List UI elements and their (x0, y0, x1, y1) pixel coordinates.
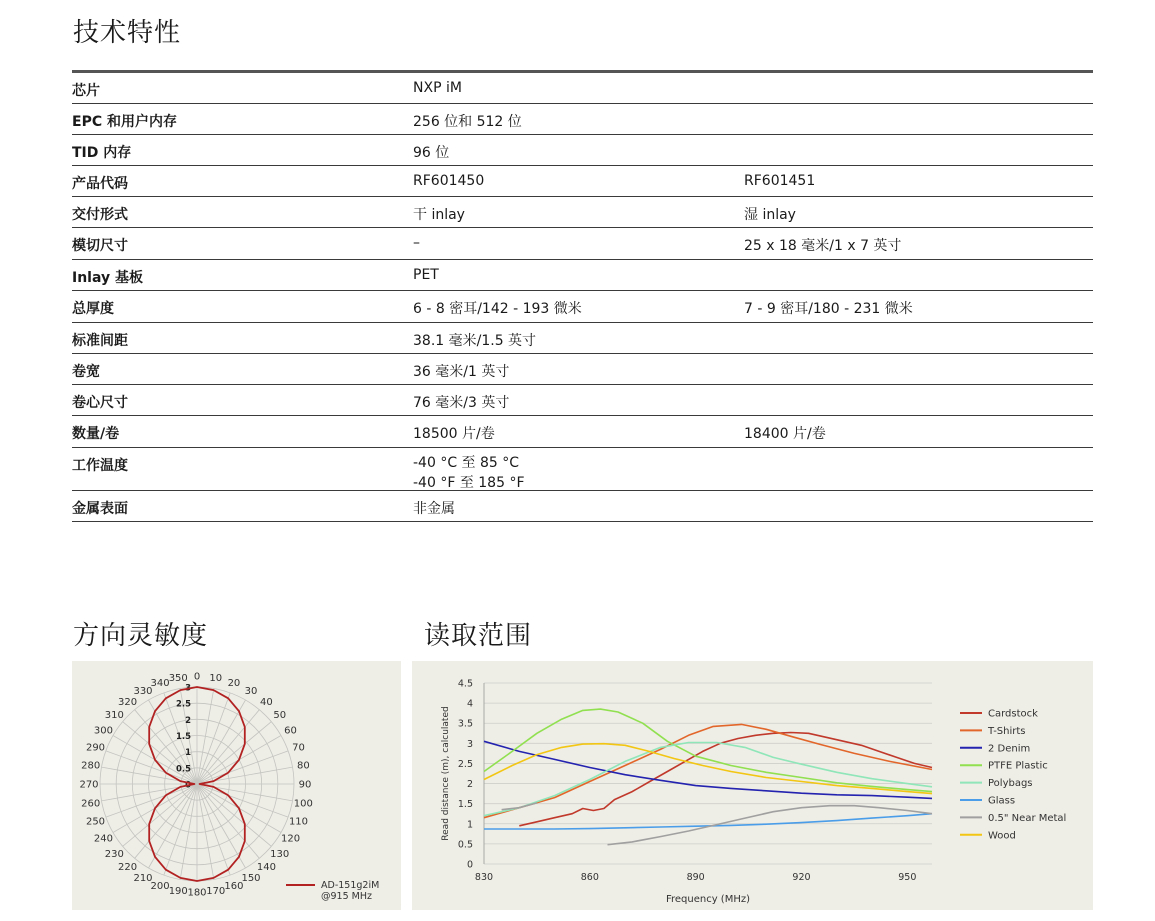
polar-angle-label: 30 (244, 685, 258, 697)
range-x-axis-label: Frequency (MHz) (665, 894, 751, 905)
spec-value: 76 毫米/3 英寸 (413, 395, 510, 411)
spec-row (72, 416, 1093, 448)
spec-value: 非金属 (413, 501, 455, 517)
polar-angle-label: 40 (260, 696, 273, 708)
polar-angle-label: 150 (241, 873, 261, 885)
polar-radial-label: 1 (185, 748, 191, 759)
spec-label: 卷宽 (72, 364, 100, 380)
range-legend-label: Wood (988, 830, 1016, 842)
polar-angle-label: 120 (280, 833, 301, 845)
spec-label: 产品代码 (72, 176, 128, 192)
polar-angle-label: 320 (118, 696, 138, 708)
spec-value: 256 位和 512 位 (413, 114, 522, 130)
spec-row (72, 135, 1093, 166)
spec-value: PET (413, 267, 439, 283)
spec-value: 18500 片/卷 (413, 426, 495, 442)
polar-angle-label: 350 (168, 673, 188, 685)
spec-value-line: -40 °C 至 85 °C (413, 455, 520, 471)
range-x-tick-label: 860 (580, 872, 599, 883)
polar-radial-label: 2 (185, 715, 191, 726)
polar-angle-label: 60 (284, 725, 297, 737)
range-legend-label: 0.5" Near Metal (988, 812, 1067, 824)
polar-legend-label: AD-151g2iM (321, 880, 380, 891)
polar-angle-label: 80 (296, 760, 310, 772)
range-legend-label: 2 Denim (988, 743, 1031, 755)
polar-angle-label: 20 (227, 678, 241, 690)
polar-angle-label: 240 (93, 833, 114, 845)
spec-value-line: -40 °F 至 185 °F (413, 475, 525, 491)
range-x-tick-label: 890 (686, 872, 705, 883)
polar-angle-label: 110 (288, 816, 309, 828)
range-y-axis-label: Read distance (m), calculated (441, 706, 451, 841)
spec-value-alt: RF601451 (744, 173, 816, 189)
spec-row (72, 104, 1093, 135)
range-y-tick-label: 2 (466, 779, 473, 791)
polar-angle-label: 100 (293, 798, 313, 810)
polar-radial-label: 0 (185, 780, 191, 791)
spec-row (72, 323, 1093, 354)
range-y-tick-label: 2.5 (457, 758, 473, 770)
spec-value: 38.1 毫米/1.5 英寸 (413, 333, 537, 349)
spec-label: EPC 和用户内存 (72, 114, 177, 130)
spec-label: TID 内存 (72, 145, 132, 161)
range-y-tick-label: 3 (466, 738, 473, 750)
range-y-tick-label: 0 (466, 859, 473, 871)
spec-table (72, 70, 1093, 522)
range-series-line (608, 806, 933, 845)
polar-angle-label: 280 (81, 760, 101, 772)
polar-angle-label: 90 (298, 779, 312, 791)
polar-angle-label: 250 (85, 816, 106, 828)
spec-value: – (413, 235, 420, 251)
spec-row (72, 260, 1093, 291)
spec-value: NXP iM (413, 80, 462, 96)
polar-angle-label: 50 (273, 710, 287, 722)
spec-row (72, 166, 1093, 197)
spec-value-alt: 7 - 9 密耳/180 - 231 微米 (744, 301, 913, 317)
spec-label: 数量/卷 (72, 426, 120, 442)
range-y-tick-label: 4 (466, 698, 473, 710)
polar-angle-label: 340 (150, 678, 170, 690)
spec-title: 技术特性 (73, 18, 182, 48)
polar-angle-label: 160 (224, 880, 244, 892)
polar-radial-label: 1.5 (175, 732, 191, 742)
range-legend-label: Cardstock (988, 708, 1038, 720)
polar-angle-label: 140 (256, 862, 276, 874)
spec-value: 干 inlay (413, 207, 465, 223)
spec-row (72, 197, 1093, 228)
range-x-tick-label: 950 (898, 872, 917, 883)
polar-angle-label: 180 (187, 887, 207, 899)
polar-chart (72, 661, 401, 910)
range-y-tick-label: 3.5 (457, 718, 473, 730)
spec-value: 6 - 8 密耳/142 - 193 微米 (413, 301, 582, 317)
range-chart-panel (412, 661, 1093, 910)
spec-row (72, 385, 1093, 416)
polar-angle-label: 270 (79, 779, 99, 791)
range-legend-label: PTFE Plastic (988, 760, 1048, 772)
polar-angle-label: 0 (193, 671, 201, 683)
spec-row (72, 354, 1093, 385)
spec-value: 36 毫米/1 英寸 (413, 364, 510, 380)
range-x-tick-label: 830 (474, 872, 494, 883)
polar-angle-label: 330 (133, 685, 153, 697)
polar-angle-label: 290 (85, 742, 106, 754)
spec-value (413, 453, 525, 493)
polar-angle-label: 190 (168, 885, 188, 897)
polar-angle-label: 170 (206, 885, 226, 897)
spec-label: Inlay 基板 (72, 270, 143, 286)
spec-value: 96 位 (413, 145, 450, 161)
spec-row (72, 448, 1093, 491)
spec-row (72, 291, 1093, 323)
spec-label: 标准间距 (72, 333, 128, 349)
range-legend-label: Glass (988, 795, 1016, 807)
polar-angle-label: 220 (118, 862, 138, 874)
spec-value-alt: 湿 inlay (744, 207, 796, 223)
polar-angle-label: 260 (81, 798, 101, 810)
polar-angle-label: 310 (104, 710, 124, 722)
polar-radial-label: 3 (185, 683, 191, 694)
spec-label: 工作温度 (72, 458, 128, 474)
polar-angle-label: 200 (150, 880, 170, 892)
range-chart (412, 661, 1093, 910)
polar-radial-label: 0.5 (175, 764, 191, 775)
polar-angle-label: 300 (93, 725, 114, 737)
range-legend-label: T-Shirts (988, 725, 1026, 737)
spec-label: 芯片 (72, 83, 100, 99)
polar-angle-label: 70 (292, 742, 305, 754)
polar-chart-panel (72, 661, 401, 910)
spec-row (72, 491, 1093, 522)
spec-value-alt: 25 x 18 毫米/1 x 7 英寸 (744, 238, 902, 254)
polar-angle-label: 230 (104, 848, 124, 860)
polar-angle-label: 130 (270, 848, 290, 860)
spec-row (72, 73, 1093, 104)
polar-title: 方向灵敏度 (73, 621, 209, 651)
spec-row (72, 228, 1093, 260)
range-x-tick-label: 920 (792, 872, 811, 883)
spec-label: 交付形式 (72, 207, 128, 223)
spec-label: 卷心尺寸 (72, 395, 128, 411)
range-y-tick-label: 4.5 (457, 678, 473, 690)
spec-label: 模切尺寸 (72, 238, 128, 254)
range-y-tick-label: 0.5 (457, 839, 473, 851)
spec-label: 金属表面 (72, 501, 128, 517)
spec-value-alt: 18400 片/卷 (744, 426, 826, 442)
range-y-tick-label: 1 (466, 819, 473, 831)
polar-legend-label: @915 MHz (321, 891, 372, 902)
range-series-line (484, 743, 932, 816)
spec-label: 总厚度 (72, 301, 114, 317)
range-y-tick-label: 1.5 (457, 799, 473, 811)
range-legend-label: Polybags (988, 778, 1033, 790)
polar-angle-label: 10 (209, 673, 223, 685)
polar-radial-label: 2.5 (175, 699, 191, 710)
spec-value: RF601450 (413, 173, 485, 189)
range-title: 读取范围 (424, 621, 533, 651)
polar-angle-label: 210 (133, 873, 153, 885)
